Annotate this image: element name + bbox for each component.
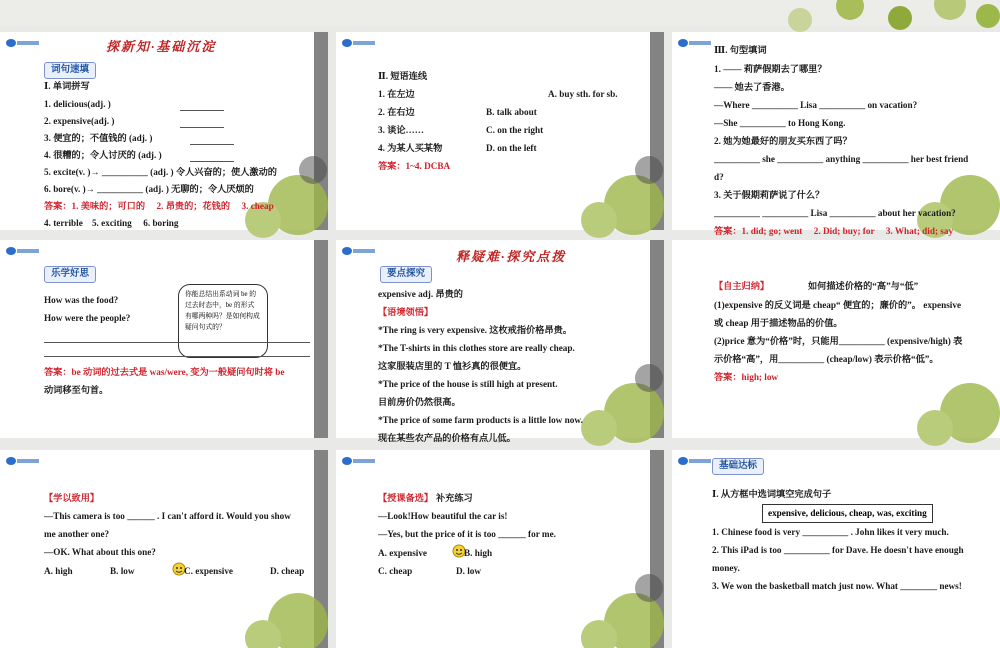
list-item: 1. delicious(adj. ) (44, 99, 111, 109)
example-sentence: *The price of some farm products is a little low now. (378, 415, 583, 425)
option-d: D. cheap (270, 566, 305, 576)
slide-1 (0, 32, 328, 230)
section-subtitle: 补充练习 (436, 493, 473, 503)
section-tag: 要点探究 (380, 266, 432, 283)
list-item: 2. expensive(adj. ) (44, 116, 115, 126)
list-item: 示价格“高”，用__________ (cheap/low) 表示价格“低”。 (714, 354, 939, 364)
slide-9 (672, 450, 1000, 648)
match-left: 1. 在左边 (378, 89, 415, 99)
answer-text: 答案：1. 美味的；可口的 2. 昂贵的；花钱的 3. cheap (44, 201, 274, 211)
question-text: —Look!How beautiful the car is! (378, 511, 508, 521)
example-sentence: *The price of the house is still high at present. (378, 379, 558, 389)
list-item: 1. —— 莉萨假期去了哪里？ (714, 64, 827, 74)
example-sentence: *The ring is very expensive. 这枚戒指价格昂贵。 (378, 325, 572, 335)
word-box: expensive, delicious, cheap, was, exciting (762, 504, 933, 523)
section-heading: Ⅲ. 句型填词 (714, 45, 767, 55)
list-item: 3. 便宜的；不值钱的 (adj. ) (44, 133, 153, 143)
section-title: 【学以致用】 (44, 493, 100, 503)
plant-deco-icon (554, 548, 664, 648)
section-heading: Ⅱ. 短语连线 (378, 71, 428, 81)
slide-6 (672, 240, 1000, 438)
question-text: —Yes, but the price of it is too ______ for me. (378, 529, 556, 539)
list-item: 4. 很糟的；令人讨厌的 (adj. ) (44, 150, 162, 160)
option-a: A. high (44, 566, 73, 576)
section-title: 【语境领悟】 (378, 307, 434, 317)
section-subtitle: 如何描述价格的“高”与“低” (808, 281, 919, 291)
question-text: —This camera is too ______ . I can't afford it. Would you show (44, 511, 291, 521)
match-right: B. talk about (486, 107, 537, 117)
section-banner: 探新知·基础沉淀 (106, 39, 217, 54)
option-a: A. expensive (378, 548, 427, 558)
list-item: 2. This iPad is too __________ for Dave. He doesn't have enough (712, 545, 964, 555)
match-right: C. on the right (486, 125, 544, 135)
brand-logo-icon (6, 456, 40, 466)
match-right: A. buy sth. for sb. (548, 89, 618, 99)
list-item: —Where __________ Lisa __________ on vacation? (714, 100, 918, 110)
section-banner: 释疑难·探究点拨 (456, 249, 567, 264)
question-text: me another one? (44, 529, 110, 539)
list-item: __________ __________ Lisa __________ about her vacation? (714, 208, 956, 218)
section-tag: 乐学好思 (44, 266, 96, 283)
match-left: 2. 在右边 (378, 107, 415, 117)
slide-3 (672, 32, 1000, 236)
slide-8 (336, 450, 664, 648)
list-item: __________ she __________ anything __________ her best friend (714, 154, 969, 164)
brand-logo-icon (342, 38, 376, 48)
answer-text: 答案：1. did; go; went 2. Did; buy; for 3. What; did; say (714, 226, 954, 236)
list-item: 3. 关于假期莉萨说了什么？ (714, 190, 825, 200)
list-item: 6. bore(v. )→ __________ (adj. ) 无聊的；令人厌烦的 (44, 184, 254, 194)
list-item: 5. excite(v. )→ __________ (adj. ) 令人兴奋的；使人激动的 (44, 167, 277, 177)
list-item: 3. We won the basketball match just now. What ________ news! (712, 581, 962, 591)
list-item: 或 cheap 用于描述物品的价值。 (714, 318, 843, 328)
slide-7 (0, 450, 328, 648)
option-d: D. low (456, 566, 482, 576)
match-left: 3. 谈论…… (378, 125, 424, 135)
list-item: (2)price 意为“价格”时，只能用__________ (expensive/high) 表 (714, 336, 963, 346)
question-text: How was the food? (44, 295, 119, 305)
list-item: —She __________ to Hong Kong. (714, 118, 846, 128)
brand-logo-icon (678, 38, 712, 48)
list-item: money. (712, 563, 740, 573)
plant-deco-icon (760, 0, 1000, 26)
question-text: —OK. What about this one? (44, 547, 156, 557)
list-item: d? (714, 172, 724, 182)
answer-text: 答案：high; low (714, 372, 779, 382)
answer-text: 4. terrible 5. exciting 6. boring (44, 218, 179, 228)
section-heading: Ⅰ. 单词拼写 (44, 81, 90, 91)
answer-text: 答案：be 动词的过去式是 was/were, 变为一般疑问句时将 be (44, 367, 285, 377)
brand-logo-icon (678, 456, 712, 466)
brand-logo-icon (342, 246, 376, 256)
list-item: (1)expensive 的反义词是 cheap“ 便宜的；廉价的”。 expensive (714, 300, 962, 310)
translation: 目前房价仍然很高。 (378, 397, 461, 407)
question-text: How were the people? (44, 313, 131, 323)
section-title: 【自主归纳】 (714, 281, 770, 291)
slide-2 (336, 32, 664, 230)
list-item: 1. Chinese food is very __________ . John likes it very much. (712, 527, 949, 537)
section-heading: Ⅰ. 从方框中选词填空完成句子 (712, 489, 832, 499)
example-sentence: *The T-shirts in this clothes store are really cheap. (378, 343, 575, 353)
brand-logo-icon (6, 38, 40, 48)
slide-4 (0, 240, 328, 438)
option-b: B. high (464, 548, 493, 558)
match-right: D. on the left (486, 143, 537, 153)
section-title: 【授课备选】 (378, 493, 434, 503)
option-c: C. expensive (184, 566, 233, 576)
thought-bubble: 你能总结出系动词 be 的过去时态中，be 的形式有哪两种吗？是如何构成疑问句式的？ (178, 284, 268, 358)
plant-deco-icon (554, 130, 664, 230)
brand-logo-icon (342, 456, 376, 466)
section-tag: 词句速填 (44, 62, 96, 79)
answer-text: 动词移至句首。 (44, 385, 109, 395)
translation: 这家服装店里的 T 恤衫真的很便宜。 (378, 361, 527, 371)
answer-text: 答案：1~4. DCBA (378, 161, 451, 171)
list-item: —— 她去了香港。 (714, 82, 790, 92)
option-c: C. cheap (378, 566, 413, 576)
side-bar (314, 240, 328, 438)
match-left: 4. 为某人买某物 (378, 143, 443, 153)
option-b: B. low (110, 566, 135, 576)
brand-logo-icon (6, 246, 40, 256)
translation: 现在某些农产品的价格有点儿低。 (378, 433, 516, 443)
list-item: 2. 她为她最好的朋友买东西了吗？ (714, 136, 852, 146)
vocab-entry: expensive adj. 昂贵的 (378, 289, 463, 299)
section-tag: 基础达标 (712, 458, 764, 475)
slide-5 (336, 240, 664, 443)
